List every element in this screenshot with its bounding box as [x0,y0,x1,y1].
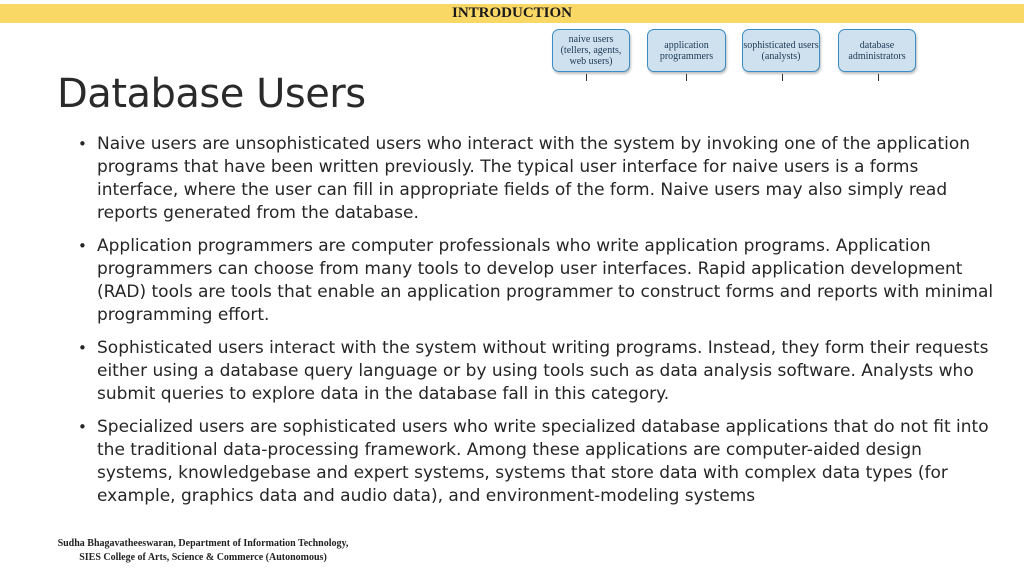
footer-line-1: Sudha Bhagavatheeswaran, Department of Information Technology, [57,538,349,549]
bullet-list [74,133,994,518]
connector-line [586,74,587,81]
bullet-icon: • [78,418,87,436]
bullet-text: Naive users are unsophisticated users who interact with the system by invoking one of the application programs that have been written previously. The typical user interface for naive users is a forms interface, where the user can fill in appropriate fields of the form. Naive users may also simply read reports generated from the database. [97,134,971,223]
footer-credit [28,537,378,565]
database-administrators-box: database administrators [838,29,916,72]
slide-title: Database Users [57,70,366,117]
footer-line-2: SIES College of Arts, Science & Commerce (Autonomous) [79,552,327,563]
connector-line [782,74,783,81]
bullet-icon: • [78,339,87,357]
list-item [74,416,994,508]
bullet-icon: • [78,135,87,153]
connector-line [686,74,687,81]
list-item [74,235,994,327]
application-programmers-box: application programmers [647,29,726,72]
section-label: INTRODUCTION [451,5,572,21]
bullet-text: Sophisticated users interact with the system without writing programs. Instead, they form their requests either using a database query language or by using tools such as data analysis software. Analysts who submit queries to explore data in the database fall in this category. [97,338,989,404]
list-item [74,337,994,406]
bullet-icon: • [78,237,87,255]
naive-users-box: naive users (tellers, agents, web users) [552,29,630,72]
sophisticated-users-box: sophisticated users (analysts) [742,29,820,72]
bullet-text: Application programmers are computer professionals who write application programs. Application programmers can choose from many tools to develop user interfaces. Rapid application development (RAD) tools are tools that enable an application programmer to construct forms and reports with minimal programming effort. [97,236,994,325]
list-item [74,133,994,225]
connector-line [878,74,879,81]
bullet-text: Specialized users are sophisticated users who write specialized database applications that do not fit into the traditional data-processing framework. Among these applications are computer-aided design systems, knowledgebase and expert systems, systems that store data with complex data types (for example, graphics data and audio data), and environment-modeling systems [97,417,989,506]
